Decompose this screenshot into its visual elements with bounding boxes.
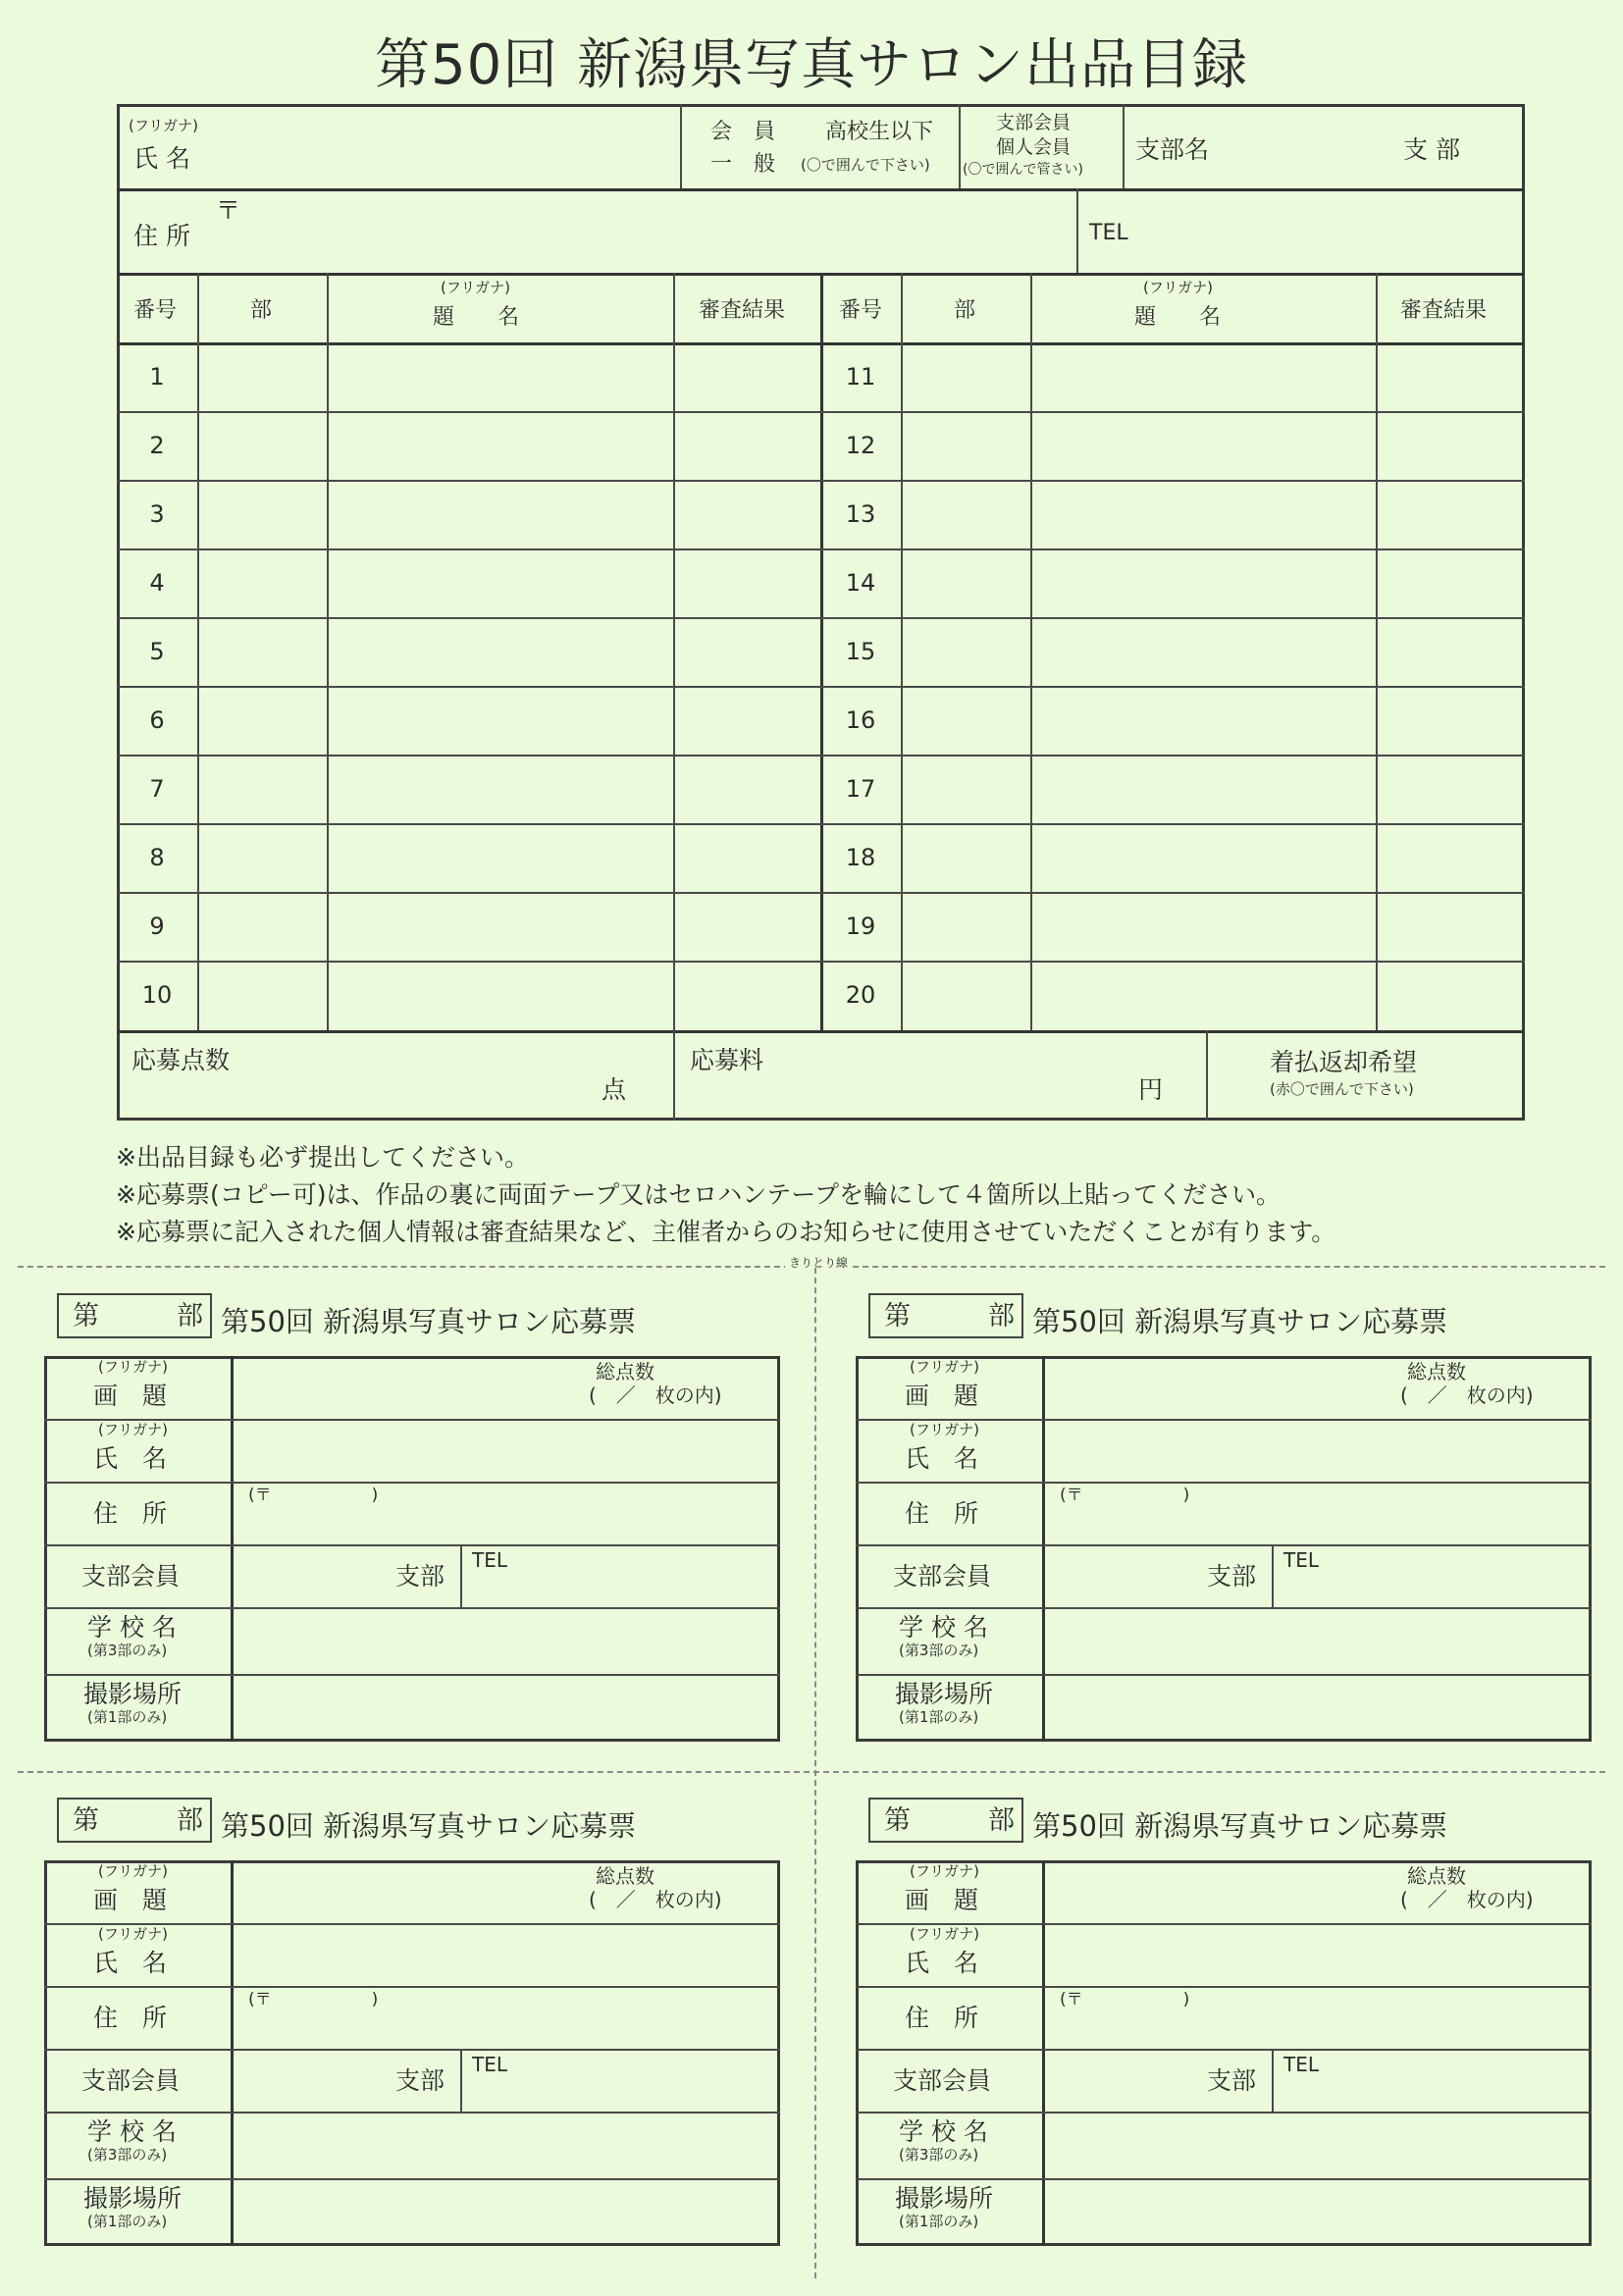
tel-label: TEL (1283, 1548, 1319, 1572)
page-title: 第50回 新潟県写真サロン出品目録 (374, 33, 1249, 97)
school-field[interactable] (235, 1611, 774, 1670)
name-label: 氏 名 (93, 1444, 168, 1473)
circle-note: (〇で囲んで下さい) (801, 156, 930, 174)
section-cell[interactable] (903, 413, 1028, 478)
section-bu: 部 (177, 1805, 203, 1836)
left-row-number: 10 (141, 981, 173, 1009)
school-note: (第3部のみ) (899, 1642, 979, 1659)
ticket-title: 第50回 新潟県写真サロン応募票 (221, 1305, 637, 1338)
gadai-label: 画 題 (905, 1382, 979, 1410)
gadai-field[interactable] (235, 1864, 568, 1919)
fee-label: 応募料 (690, 1046, 764, 1074)
left-row-number: 5 (149, 638, 165, 665)
title-cell[interactable] (329, 344, 671, 409)
title-cell[interactable] (1032, 825, 1374, 890)
result-cell[interactable] (675, 963, 818, 1027)
section-cell[interactable] (199, 894, 325, 959)
gadai-field[interactable] (1046, 1360, 1380, 1415)
title-cell[interactable] (329, 482, 671, 547)
title-cell[interactable] (1032, 894, 1374, 959)
result-cell[interactable] (675, 550, 818, 615)
result-cell[interactable] (1378, 482, 1523, 547)
name-field[interactable] (1046, 1423, 1586, 1478)
result-cell[interactable] (675, 894, 818, 959)
cut-line-middle (18, 1771, 1605, 1773)
title-cell[interactable] (1032, 757, 1374, 821)
school-field[interactable] (1046, 1611, 1586, 1670)
right-row-number: 16 (845, 706, 876, 734)
postal-mark: 〒 (216, 196, 241, 225)
col-result-right: 審査結果 (1400, 298, 1488, 323)
address-label: 住 所 (93, 2004, 168, 2032)
left-row-number: 4 (149, 569, 165, 597)
title-cell[interactable] (329, 825, 671, 890)
address-label: 住 所 (93, 1499, 168, 1528)
right-row-number: 15 (845, 638, 876, 665)
left-row-number: 3 (149, 500, 165, 528)
branch-field[interactable] (1046, 1548, 1203, 1603)
title-cell[interactable] (329, 688, 671, 753)
count-unit: 点 (602, 1075, 627, 1104)
left-row-number: 1 (149, 363, 165, 391)
section-cell[interactable] (199, 344, 325, 409)
title-cell[interactable] (329, 619, 671, 684)
result-cell[interactable] (1378, 894, 1523, 959)
furigana-label: (フリガナ) (129, 117, 198, 134)
tel-label: TEL (1283, 2053, 1319, 2076)
name-field[interactable] (235, 1927, 774, 1982)
school-label: 学 校 名 (899, 2117, 988, 2146)
section-cell[interactable] (903, 482, 1028, 547)
school-note: (第3部のみ) (87, 2146, 168, 2164)
furigana-label: (フリガナ) (98, 1925, 168, 1943)
branch-field[interactable] (235, 1548, 392, 1603)
cut-label: きりとり線 (785, 1257, 852, 1269)
cut-line-vertical (814, 1268, 816, 2278)
col-number-right: 番号 (839, 298, 883, 323)
furigana-label: (フリガナ) (910, 1862, 979, 1880)
name-label: 氏 名 (93, 1949, 168, 1977)
gadai-field[interactable] (1046, 1864, 1380, 1919)
postal-label: (〒 ) (248, 1990, 379, 2009)
result-cell[interactable] (1378, 413, 1523, 478)
title-cell[interactable] (329, 963, 671, 1027)
furigana-label: (フリガナ) (98, 1862, 168, 1880)
section-cell[interactable] (199, 619, 325, 684)
branch-label: 支部 (395, 1562, 445, 1591)
right-row-number: 20 (845, 981, 876, 1009)
section-cell[interactable] (903, 550, 1028, 615)
branch-member-label: 支部会員 (81, 2066, 181, 2095)
result-cell[interactable] (675, 688, 818, 753)
gadai-label: 画 題 (93, 1886, 168, 1914)
place-note: (第1部のみ) (899, 2213, 979, 2230)
result-cell[interactable] (1378, 963, 1523, 1027)
section-bu: 部 (177, 1301, 203, 1331)
section-dai: 第 (73, 1301, 99, 1331)
place-note: (第1部のみ) (899, 1708, 979, 1726)
school-label: 学 校 名 (899, 1613, 988, 1642)
address-field[interactable] (1046, 1486, 1586, 1540)
branch-member-option[interactable]: 支部会員 (996, 112, 1072, 133)
highschool-option[interactable]: 高校生以下 (825, 120, 934, 144)
branch-label: 支部 (395, 2066, 445, 2095)
section-cell[interactable] (903, 757, 1028, 821)
fee-unit: 円 (1138, 1075, 1164, 1104)
section-cell[interactable] (903, 619, 1028, 684)
address-label: 住 所 (905, 2004, 979, 2032)
col-title-right: 題 名 (1134, 305, 1222, 330)
section-cell[interactable] (903, 825, 1028, 890)
school-label: 学 校 名 (87, 2117, 177, 2146)
right-row-number: 12 (845, 432, 876, 459)
title-cell[interactable] (1032, 688, 1374, 753)
col-furigana-right: (フリガナ) (1143, 279, 1213, 296)
furigana-label: (フリガナ) (98, 1358, 168, 1376)
gadai-label: 画 題 (905, 1886, 979, 1914)
entry-ticket (856, 1798, 1601, 2249)
count-label: 応募点数 (131, 1046, 231, 1074)
note-1: ※出品目録も必ず提出してください。 (116, 1143, 529, 1172)
branch-field[interactable] (1046, 2053, 1203, 2108)
section-cell[interactable] (199, 825, 325, 890)
address-field[interactable] (235, 1990, 774, 2045)
section-cell[interactable] (199, 550, 325, 615)
note-3: ※応募票に記入された個人情報は審査結果など、主催者からのお知らせに使用させていただくことが有ります。 (116, 1218, 1336, 1246)
name-label: 氏 名 (905, 1949, 979, 1977)
branch-field[interactable] (235, 2053, 392, 2108)
place-label: 撮影場所 (83, 2184, 183, 2213)
section-cell[interactable] (903, 688, 1028, 753)
gadai-field[interactable] (235, 1360, 568, 1415)
place-label: 撮影場所 (895, 2184, 994, 2213)
right-row-number: 14 (845, 569, 876, 597)
name-field[interactable] (235, 1423, 774, 1478)
col-furigana: (フリガナ) (441, 279, 510, 296)
school-note: (第3部のみ) (87, 1642, 168, 1659)
total-format: ( ／ 枚の内) (589, 1383, 722, 1407)
tel-field[interactable] (466, 1574, 774, 1603)
tel-label: TEL (472, 1548, 507, 1572)
title-cell[interactable] (1032, 619, 1374, 684)
section-cell[interactable] (903, 894, 1028, 959)
result-cell[interactable] (1378, 619, 1523, 684)
left-row-number: 9 (149, 913, 165, 940)
result-cell[interactable] (675, 757, 818, 821)
place-field[interactable] (1046, 1678, 1586, 1737)
branch-member-label: 支部会員 (893, 1562, 992, 1591)
school-label: 学 校 名 (87, 1613, 177, 1642)
section-box[interactable] (57, 1293, 212, 1338)
branch-member-label: 支部会員 (81, 1562, 181, 1591)
name-field[interactable] (1046, 1927, 1586, 1982)
section-box[interactable] (868, 1293, 1023, 1338)
entry-ticket (856, 1293, 1601, 1745)
section-box[interactable] (57, 1798, 212, 1843)
place-note: (第1部のみ) (87, 1708, 168, 1726)
section-cell[interactable] (199, 757, 325, 821)
general-option[interactable]: 一 般 (710, 152, 776, 177)
result-cell[interactable] (675, 825, 818, 890)
total-label: 総点数 (596, 1360, 654, 1383)
tel-field[interactable] (1278, 2078, 1586, 2108)
col-section: 部 (250, 298, 273, 323)
individual-member-option[interactable]: 個人会員 (996, 136, 1072, 158)
total-format: ( ／ 枚の内) (1400, 1383, 1534, 1407)
furigana-label: (フリガナ) (910, 1358, 979, 1376)
title-cell[interactable] (329, 413, 671, 478)
place-note: (第1部のみ) (87, 2213, 168, 2230)
branch-label: 支部 (1207, 2066, 1257, 2095)
title-cell[interactable] (1032, 550, 1374, 615)
entry-ticket (44, 1293, 790, 1745)
place-field[interactable] (235, 1678, 774, 1737)
title-cell[interactable] (1032, 482, 1374, 547)
title-cell[interactable] (329, 757, 671, 821)
section-box[interactable] (868, 1798, 1023, 1843)
ticket-title: 第50回 新潟県写真サロン応募票 (221, 1809, 637, 1843)
furigana-label: (フリガナ) (98, 1421, 168, 1438)
section-cell[interactable] (903, 963, 1028, 1027)
return-label[interactable]: 着払返却希望 (1270, 1048, 1418, 1076)
total-format: ( ／ 枚の内) (1400, 1888, 1534, 1911)
left-row-number: 8 (149, 844, 165, 871)
postal-label: (〒 ) (1060, 1990, 1190, 2009)
furigana-label: (フリガナ) (910, 1925, 979, 1943)
address-field[interactable] (235, 1486, 774, 1540)
ticket-title: 第50回 新潟県写真サロン応募票 (1032, 1809, 1448, 1843)
return-note: (赤〇で囲んで下さい) (1270, 1080, 1414, 1098)
entry-ticket (44, 1798, 790, 2249)
school-field[interactable] (1046, 2115, 1586, 2174)
address-field[interactable] (1046, 1990, 1586, 2045)
circle-note-2: (〇で囲んで管さい) (963, 162, 1083, 178)
title-cell[interactable] (329, 894, 671, 959)
left-row-number: 6 (149, 706, 165, 734)
col-title: 題 名 (433, 305, 520, 330)
result-cell[interactable] (1378, 344, 1523, 409)
section-dai: 第 (884, 1301, 911, 1331)
branch-label: 支部 (1207, 1562, 1257, 1591)
right-row-number: 11 (845, 363, 876, 391)
result-cell[interactable] (675, 344, 818, 409)
result-cell[interactable] (1378, 825, 1523, 890)
address-label: 住 所 (133, 222, 190, 250)
total-label: 総点数 (1407, 1864, 1466, 1888)
section-dai: 第 (73, 1805, 99, 1836)
right-row-number: 13 (845, 500, 876, 528)
total-label: 総点数 (596, 1864, 654, 1888)
branch-name-label: 支部名 (1135, 135, 1210, 164)
branch-suffix: 支 部 (1403, 135, 1460, 164)
title-cell[interactable] (1032, 963, 1374, 1027)
section-cell[interactable] (199, 482, 325, 547)
member-option[interactable]: 会 員 (710, 120, 776, 144)
title-cell[interactable] (329, 550, 671, 615)
tel-label: TEL (1089, 221, 1128, 245)
col-number: 番号 (133, 298, 178, 323)
section-bu: 部 (988, 1301, 1015, 1331)
address-label: 住 所 (905, 1499, 979, 1528)
school-field[interactable] (235, 2115, 774, 2174)
left-row-number: 7 (149, 775, 165, 803)
title-cell[interactable] (1032, 413, 1374, 478)
place-field[interactable] (235, 2182, 774, 2241)
place-label: 撮影場所 (895, 1680, 994, 1708)
right-row-number: 17 (845, 775, 876, 803)
ticket-title: 第50回 新潟県写真サロン応募票 (1032, 1305, 1448, 1338)
section-cell[interactable] (199, 688, 325, 753)
section-cell[interactable] (199, 963, 325, 1027)
name-label: 氏 名 (133, 144, 190, 173)
postal-label: (〒 ) (248, 1486, 379, 1505)
result-cell[interactable] (675, 619, 818, 684)
total-label: 総点数 (1407, 1360, 1466, 1383)
section-cell[interactable] (903, 344, 1028, 409)
tel-field[interactable] (466, 2078, 774, 2108)
section-bu: 部 (988, 1805, 1015, 1836)
result-cell[interactable] (1378, 757, 1523, 821)
title-cell[interactable] (1032, 344, 1374, 409)
result-cell[interactable] (675, 413, 818, 478)
school-note: (第3部のみ) (899, 2146, 979, 2164)
right-row-number: 19 (845, 913, 876, 940)
place-label: 撮影場所 (83, 1680, 183, 1708)
branch-member-label: 支部会員 (893, 2066, 992, 2095)
col-result: 審査結果 (699, 298, 786, 323)
result-cell[interactable] (1378, 550, 1523, 615)
tel-field[interactable] (1278, 1574, 1586, 1603)
col-section-right: 部 (954, 298, 976, 323)
gadai-label: 画 題 (93, 1382, 168, 1410)
result-cell[interactable] (675, 482, 818, 547)
postal-label: (〒 ) (1060, 1486, 1190, 1505)
section-dai: 第 (884, 1805, 911, 1836)
section-cell[interactable] (199, 413, 325, 478)
place-field[interactable] (1046, 2182, 1586, 2241)
note-2: ※応募票(コピー可)は、作品の裏に両面テープ又はセロハンテープを輪にして４箇所以上貼ってください。 (116, 1180, 1281, 1209)
furigana-label: (フリガナ) (910, 1421, 979, 1438)
right-row-number: 18 (845, 844, 876, 871)
name-label: 氏 名 (905, 1444, 979, 1473)
total-format: ( ／ 枚の内) (589, 1888, 722, 1911)
result-cell[interactable] (1378, 688, 1523, 753)
left-row-number: 2 (149, 432, 165, 459)
tel-label: TEL (472, 2053, 507, 2076)
